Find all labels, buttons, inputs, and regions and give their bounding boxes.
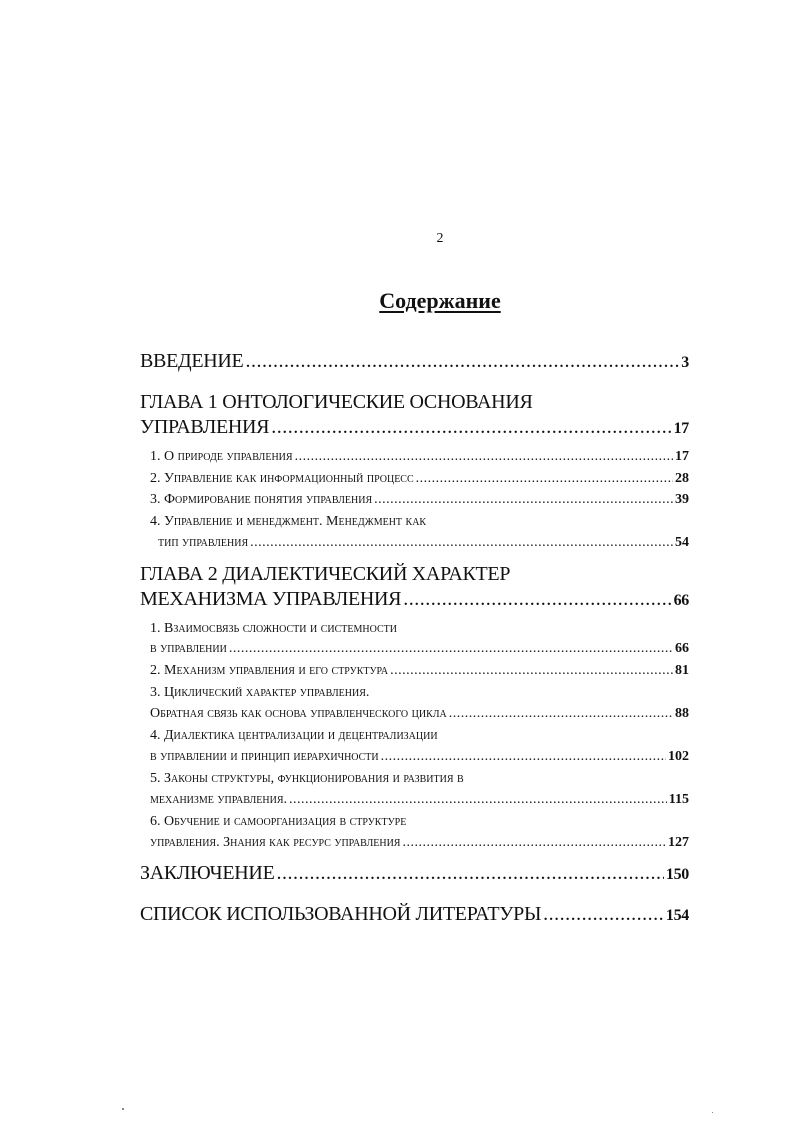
- toc-entry-label: управления. Знания как ресурс управления: [150, 835, 401, 850]
- leader-dots: [390, 663, 673, 679]
- toc-entry-label: ЗАКЛЮЧЕНИЕ: [140, 862, 275, 884]
- leader-dots: [250, 535, 673, 551]
- toc-entry-label: механизме управления.: [150, 792, 287, 807]
- toc-entry-page: 66: [673, 592, 689, 609]
- toc-entry-page: 88: [675, 706, 689, 721]
- toc-entry-label: МЕХАНИЗМА УПРАВЛЕНИЯ: [140, 588, 402, 610]
- leader-dots: [245, 350, 679, 373]
- toc-entry-label: ВВЕДЕНИЕ: [140, 350, 244, 372]
- toc-entry-conclusion: [140, 862, 689, 885]
- toc-entry-label: в управлении: [150, 641, 227, 656]
- ch2-sec3-line1: 3. Циклический характер управления.: [150, 685, 370, 700]
- toc-title: Содержание: [379, 288, 501, 313]
- leader-dots: [416, 471, 673, 487]
- toc-entry-ch2-sec2: [150, 663, 689, 679]
- toc-entry-bibliography: [140, 903, 689, 926]
- toc-entry-page: 81: [675, 663, 689, 678]
- leader-dots: [229, 641, 673, 657]
- scan-speck: [712, 1112, 713, 1113]
- ch1-sec4-line1: 4. Управление и менеджмент. Менеджмент как: [150, 514, 427, 529]
- chapter1-heading-line1: ГЛАВА 1 ОНТОЛОГИЧЕСКИЕ ОСНОВАНИЯ: [140, 391, 533, 413]
- toc-entry-ch2-sec3: [150, 706, 689, 722]
- leader-dots: [295, 449, 673, 465]
- toc-entry-ch2-sec4: [150, 749, 689, 765]
- ch2-sec5-line1: 5. Законы структуры, функционирования и развития в: [150, 771, 464, 786]
- toc-entry-page: 39: [675, 492, 689, 507]
- leader-dots: [543, 903, 664, 926]
- toc-entry-page: 102: [668, 749, 689, 764]
- toc-entry-label: в управлении и принцип иерархичности: [150, 749, 379, 764]
- toc-entry-ch1-sec2: [150, 471, 689, 487]
- toc-entry-ch1-sec3: [150, 492, 689, 508]
- toc-entry-page: 150: [665, 866, 689, 883]
- toc-entry-page: 17: [675, 449, 689, 464]
- chapter2-heading-line1: ГЛАВА 2 ДИАЛЕКТИЧЕСКИЙ ХАРАКТЕР: [140, 563, 511, 585]
- toc-entry-chapter1: [140, 416, 689, 439]
- toc-entry-label: 2. Управление как информационный процесс: [150, 471, 414, 486]
- toc-entry-ch2-sec1: [150, 641, 689, 657]
- toc-entry-page: 3: [681, 354, 689, 371]
- toc-entry-label: тип управления: [158, 535, 249, 550]
- toc-entry-page: 154: [665, 907, 689, 924]
- toc-entry-page: 54: [675, 535, 689, 550]
- toc-entry-page: 127: [668, 835, 689, 850]
- leader-dots: [449, 706, 673, 722]
- ch2-sec6-line1: 6. Обучение и самоорганизация в структуре: [150, 814, 407, 829]
- toc-entry-label: СПИСОК ИСПОЛЬЗОВАННОЙ ЛИТЕРАТУРЫ: [140, 903, 542, 925]
- toc-entry-ch2-sec6: [150, 835, 689, 851]
- toc-entry-label: 1. О природе управления: [150, 449, 293, 464]
- toc-entry-page: 66: [675, 641, 689, 656]
- toc-entry-page: 17: [673, 420, 689, 437]
- toc-entry-label: 2. Механизм управления и его структура: [150, 663, 389, 678]
- ch2-sec4-line1: 4. Диалектика централизации и децентрализации: [150, 728, 438, 743]
- leader-dots: [289, 792, 667, 808]
- toc-entry-ch2-sec5: [150, 792, 689, 808]
- toc-entry-label: Обратная связь как основа управленческого цикла: [150, 706, 447, 721]
- toc-entry-page: 28: [675, 471, 689, 486]
- toc-entry-ch1-sec4: [158, 535, 689, 551]
- toc-entry-label: 3. Формирование понятия управления: [150, 492, 373, 507]
- toc-entry-label: УПРАВЛЕНИЯ: [140, 416, 270, 438]
- leader-dots: [402, 835, 666, 851]
- toc-entry-intro: [140, 350, 689, 373]
- leader-dots: [403, 588, 671, 611]
- scan-speck: [122, 1108, 124, 1110]
- leader-dots: [381, 749, 666, 765]
- toc-entry-page: 115: [668, 792, 689, 807]
- leader-dots: [374, 492, 673, 508]
- leader-dots: [271, 416, 671, 439]
- leader-dots: [276, 862, 663, 885]
- toc-entry-ch1-sec1: [150, 449, 689, 465]
- ch2-sec1-line1: 1. Взаимосвязь сложности и системности: [150, 621, 397, 636]
- page-number: 2: [436, 231, 444, 246]
- toc-entry-chapter2: [140, 588, 689, 611]
